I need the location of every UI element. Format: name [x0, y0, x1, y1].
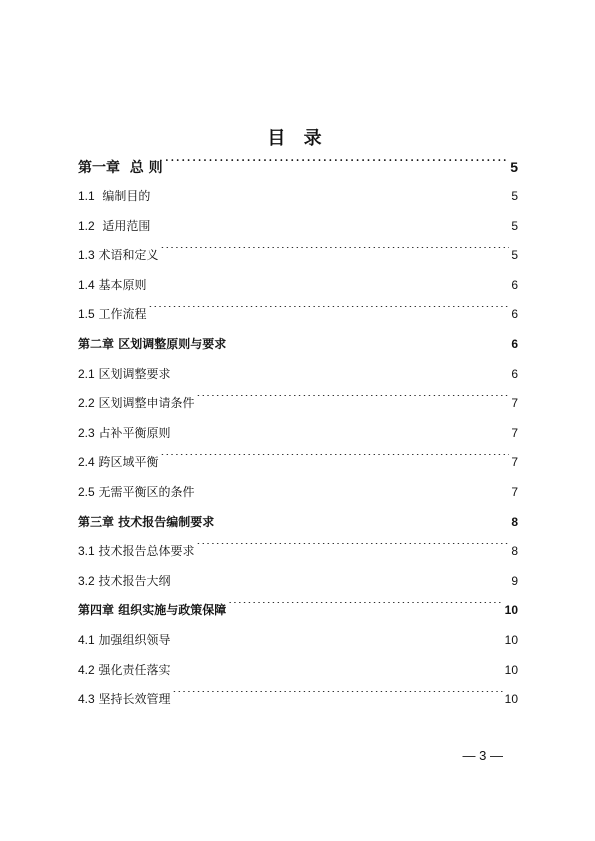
toc-entry-number: 第四章	[78, 603, 115, 618]
toc-entry-4-1[interactable]	[78, 626, 518, 656]
toc-entry-text: 工作流程	[98, 307, 147, 322]
toc-entry-page: 10	[504, 662, 518, 677]
toc-entry-text: 占补平衡原则	[98, 425, 171, 440]
toc-entry-1-2[interactable]	[78, 212, 518, 242]
toc-entry-page: 7	[511, 484, 518, 499]
toc-entry-2-3[interactable]	[78, 419, 518, 449]
toc-entry-text: 区划调整申请条件	[98, 396, 195, 411]
dot-leader	[173, 425, 510, 437]
toc-entry-page: 8	[511, 544, 518, 559]
toc-entry-chapter-2[interactable]	[78, 330, 518, 360]
toc-entry-text: 技术报告总体要求	[98, 544, 195, 559]
toc-entry-1-4[interactable]	[78, 271, 518, 301]
toc-entry-text: 跨区域平衡	[98, 455, 159, 470]
toc-entry-page: 7	[511, 425, 518, 440]
toc-entry-4-2[interactable]	[78, 656, 518, 686]
toc-entry-1-5[interactable]	[78, 300, 518, 330]
toc-entry-number: 2.2	[78, 396, 95, 411]
toc-entry-page: 8	[511, 514, 518, 529]
toc-entry-4-3[interactable]	[78, 685, 518, 715]
toc-entry-chapter-1[interactable]	[78, 152, 518, 182]
toc-entry-chapter-4[interactable]	[78, 596, 518, 626]
dot-leader	[173, 662, 503, 674]
toc-entry-text: 技术报告编制要求	[118, 514, 215, 529]
dot-leader	[161, 454, 510, 466]
table-of-contents	[78, 152, 518, 715]
toc-entry-text: 区划调整要求	[98, 366, 171, 381]
toc-entry-number: 1.2	[78, 218, 95, 233]
toc-entry-text: 技术报告大纲	[98, 573, 171, 588]
toc-entry-number: 1.3	[78, 248, 95, 263]
toc-entry-page: 6	[511, 277, 518, 292]
toc-entry-2-2[interactable]	[78, 389, 518, 419]
toc-entry-page: 6	[511, 307, 518, 322]
toc-entry-text: 加强组织领导	[98, 632, 171, 647]
toc-entry-page: 10	[504, 692, 518, 707]
toc-entry-text: 总 则	[129, 160, 163, 176]
toc-entry-number: 1.5	[78, 307, 95, 322]
toc-entry-3-2[interactable]	[78, 567, 518, 597]
toc-entry-text: 术语和定义	[98, 248, 159, 263]
dot-leader	[228, 336, 509, 348]
page-number-footer: — 3 —	[462, 748, 503, 763]
toc-entry-number: 4.2	[78, 662, 95, 677]
dot-leader	[152, 218, 509, 230]
toc-entry-page: 6	[511, 336, 518, 351]
toc-entry-text: 区划调整原则与要求	[118, 336, 227, 351]
toc-entry-page: 7	[511, 396, 518, 411]
toc-entry-2-5[interactable]	[78, 478, 518, 508]
toc-entry-text: 组织实施与政策保障	[118, 603, 227, 618]
toc-entry-number: 第三章	[78, 514, 115, 529]
toc-entry-text: 基本原则	[98, 277, 147, 292]
toc-entry-page: 5	[510, 159, 518, 175]
dot-leader	[173, 632, 503, 644]
dot-leader	[197, 543, 510, 555]
toc-entry-page: 5	[511, 248, 518, 263]
toc-entry-text: 强化责任落实	[98, 662, 171, 677]
dot-leader	[173, 366, 510, 378]
toc-entry-text: 无需平衡区的条件	[98, 484, 195, 499]
toc-entry-2-4[interactable]	[78, 448, 518, 478]
toc-entry-page: 9	[511, 573, 518, 588]
toc-entry-page: 6	[511, 366, 518, 381]
dot-leader	[149, 277, 510, 289]
toc-entry-number: 4.3	[78, 692, 95, 707]
toc-entry-number: 2.5	[78, 484, 95, 499]
toc-entry-page: 5	[511, 218, 518, 233]
toc-entry-number: 4.1	[78, 632, 95, 647]
toc-entry-number: 3.1	[78, 544, 95, 559]
dot-leader	[228, 602, 502, 614]
toc-entry-3-1[interactable]	[78, 537, 518, 567]
dot-leader	[216, 514, 509, 526]
toc-entry-number: 第一章	[78, 160, 120, 176]
dot-leader	[149, 306, 510, 318]
toc-entry-page: 10	[504, 632, 518, 647]
dot-leader	[165, 158, 509, 172]
dot-leader	[173, 573, 510, 585]
toc-entry-page: 5	[511, 189, 518, 203]
toc-entry-text: 坚持长效管理	[98, 692, 171, 707]
toc-entry-number: 1.1	[78, 189, 95, 203]
dot-leader	[152, 188, 509, 200]
toc-entry-text: 编制目的	[102, 189, 151, 203]
toc-entry-number: 第二章	[78, 336, 115, 351]
toc-entry-chapter-3[interactable]	[78, 508, 518, 538]
toc-entry-2-1[interactable]	[78, 360, 518, 390]
toc-title: 目 录	[267, 128, 328, 149]
toc-entry-number: 3.2	[78, 573, 95, 588]
toc-entry-text: 适用范围	[102, 218, 151, 233]
dot-leader	[173, 691, 503, 703]
toc-entry-page: 7	[511, 455, 518, 470]
dot-leader	[197, 484, 510, 496]
toc-entry-1-1[interactable]	[78, 182, 518, 212]
toc-entry-number: 2.4	[78, 455, 95, 470]
toc-entry-1-3[interactable]	[78, 241, 518, 271]
dot-leader	[197, 395, 510, 407]
toc-entry-page: 10	[504, 603, 518, 618]
toc-entry-number: 2.3	[78, 425, 95, 440]
dot-leader	[161, 247, 510, 259]
toc-entry-number: 2.1	[78, 366, 95, 381]
toc-entry-number: 1.4	[78, 277, 95, 292]
